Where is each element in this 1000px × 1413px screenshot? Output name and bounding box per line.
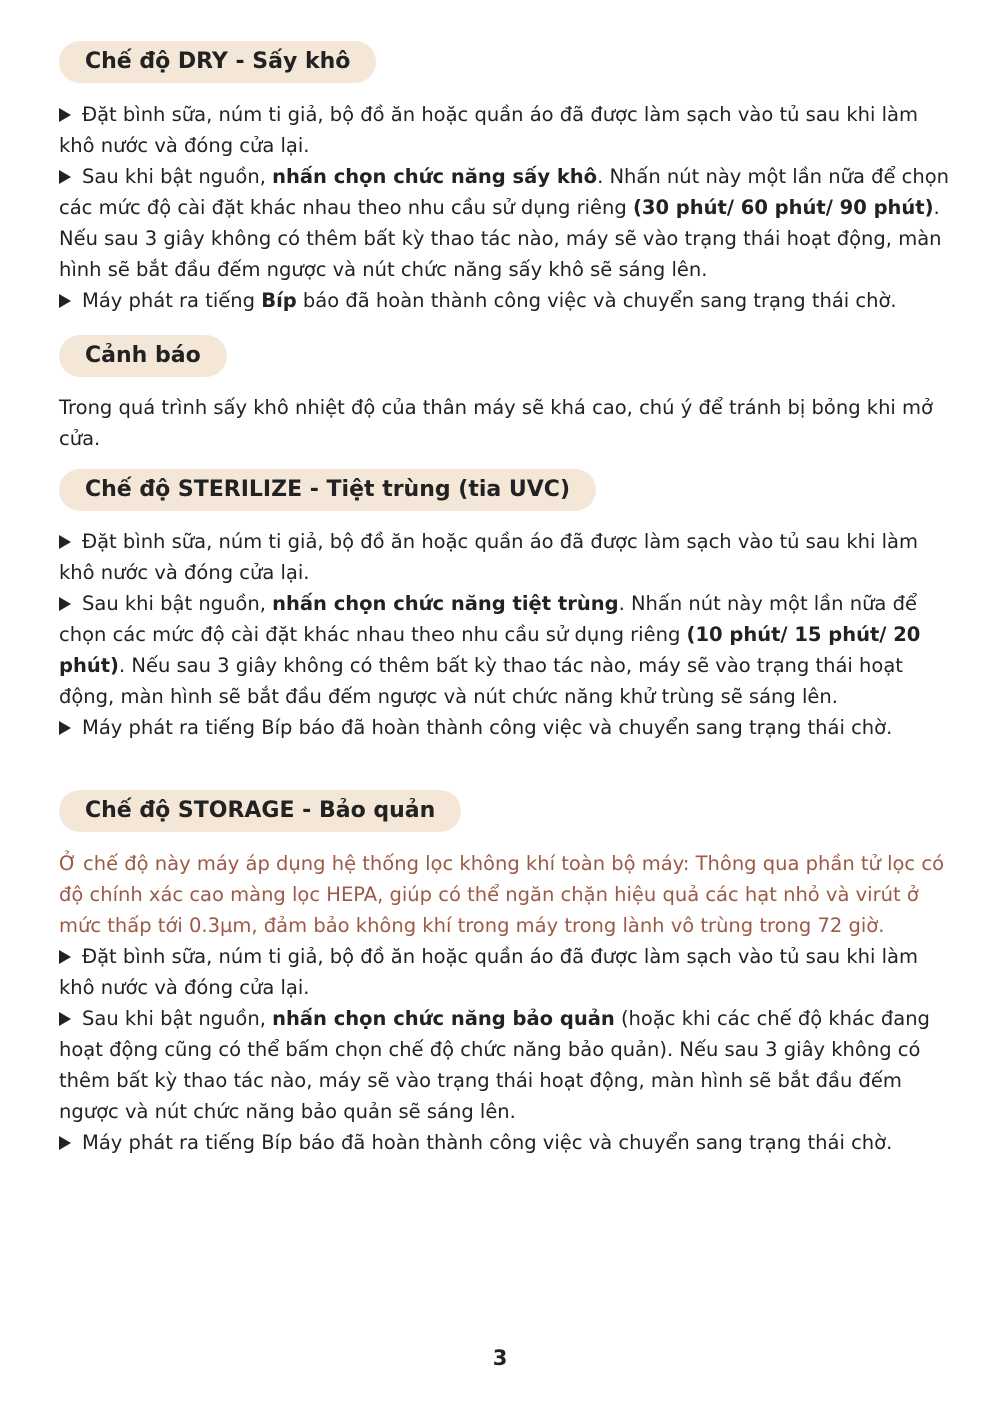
bullet-triangle-icon bbox=[59, 721, 71, 735]
section-body-warning bbox=[59, 392, 959, 454]
bullet-triangle-icon bbox=[59, 1012, 71, 1026]
list-item: Đặt bình sữa, núm ti giả, bộ đồ ăn hoặc quần áo đã được làm sạch vào tủ sau khi làm khô nước và đóng cửa lại. bbox=[59, 103, 918, 157]
bullet-triangle-icon bbox=[59, 950, 71, 964]
storage-intro: Ở chế độ này máy áp dụng hệ thống lọc không khí toàn bộ máy: Thông qua phần tử lọc có độ chính xác cao màng lọc HEPA, giúp có thể ngăn chặn hiệu quả các hạt nhỏ và virút ở mức thấp tới 0.3µm, đảm bảo không khí trong máy trong lành vô trùng trong 72 giờ. bbox=[59, 852, 945, 937]
section-body-storage bbox=[59, 848, 959, 1158]
bullet-triangle-icon bbox=[59, 170, 71, 184]
list-item: Sau khi bật nguồn, nhấn chọn chức năng sấy khô. Nhấn nút này một lần nữa để chọn các mức độ cài đặt khác nhau theo nhu cầu sử dụng riêng (30 phút/ 60 phút/ 90 phút). Nếu sau 3 giây không có thêm bất kỳ thao tác nào, máy sẽ vào trạng thái hoạt động, màn hình sẽ bắt đầu đếm ngược và nút chức năng sấy khô sẽ sáng lên. bbox=[59, 165, 950, 281]
bullet-triangle-icon bbox=[59, 294, 71, 308]
bullet-triangle-icon bbox=[59, 535, 71, 549]
list-item: Máy phát ra tiếng Bíp báo đã hoàn thành công việc và chuyển sang trạng thái chờ. bbox=[59, 1127, 959, 1158]
list-item: Đặt bình sữa, núm ti giả, bộ đồ ăn hoặc quần áo đã được làm sạch vào tủ sau khi làm khô nước và đóng cửa lại. bbox=[59, 530, 918, 584]
section-title-warning: Cảnh báo bbox=[59, 335, 227, 377]
page-number: 3 bbox=[492, 1346, 508, 1370]
list-item: Máy phát ra tiếng Bíp báo đã hoàn thành công việc và chuyển sang trạng thái chờ. bbox=[59, 712, 959, 743]
bullet-triangle-icon bbox=[59, 597, 71, 611]
list-item: Sau khi bật nguồn, nhấn chọn chức năng bảo quản (hoặc khi các chế độ khác đang hoạt động cũng có thể bấm chọn chế độ chức năng bảo quản). Nếu sau 3 giây không có thêm bất kỳ thao tác nào, máy sẽ vào trạng thái hoạt động, màn hình sẽ bắt đầu đếm ngược và nút chức năng bảo quản sẽ sáng lên. bbox=[59, 1007, 930, 1123]
list-item: Sau khi bật nguồn, nhấn chọn chức năng tiệt trùng. Nhấn nút này một lần nữa để chọn các mức độ cài đặt khác nhau theo nhu cầu sử dụng riêng (10 phút/ 15 phút/ 20 phút). Nếu sau 3 giây không có thêm bất kỳ thao tác nào, máy sẽ vào trạng thái hoạt động, màn hình sẽ bắt đầu đếm ngược và nút chức năng khử trùng sẽ sáng lên. bbox=[59, 592, 921, 708]
section-title-storage: Chế độ STORAGE - Bảo quản bbox=[59, 790, 461, 832]
section-title-sterilize: Chế độ STERILIZE - Tiệt trùng (tia UVC) bbox=[59, 469, 596, 511]
section-title-dry: Chế độ DRY - Sấy khô bbox=[59, 41, 376, 83]
bullet-triangle-icon bbox=[59, 108, 71, 122]
bullet-triangle-icon bbox=[59, 1136, 71, 1150]
section-body-sterilize bbox=[59, 526, 959, 743]
list-item: Máy phát ra tiếng Bíp báo đã hoàn thành công việc và chuyển sang trạng thái chờ. bbox=[59, 285, 959, 316]
list-item: Đặt bình sữa, núm ti giả, bộ đồ ăn hoặc quần áo đã được làm sạch vào tủ sau khi làm khô nước và đóng cửa lại. bbox=[59, 945, 918, 999]
section-body-dry bbox=[59, 99, 959, 316]
warning-text: Trong quá trình sấy khô nhiệt độ của thân máy sẽ khá cao, chú ý để tránh bị bỏng khi mở cửa. bbox=[59, 396, 933, 450]
